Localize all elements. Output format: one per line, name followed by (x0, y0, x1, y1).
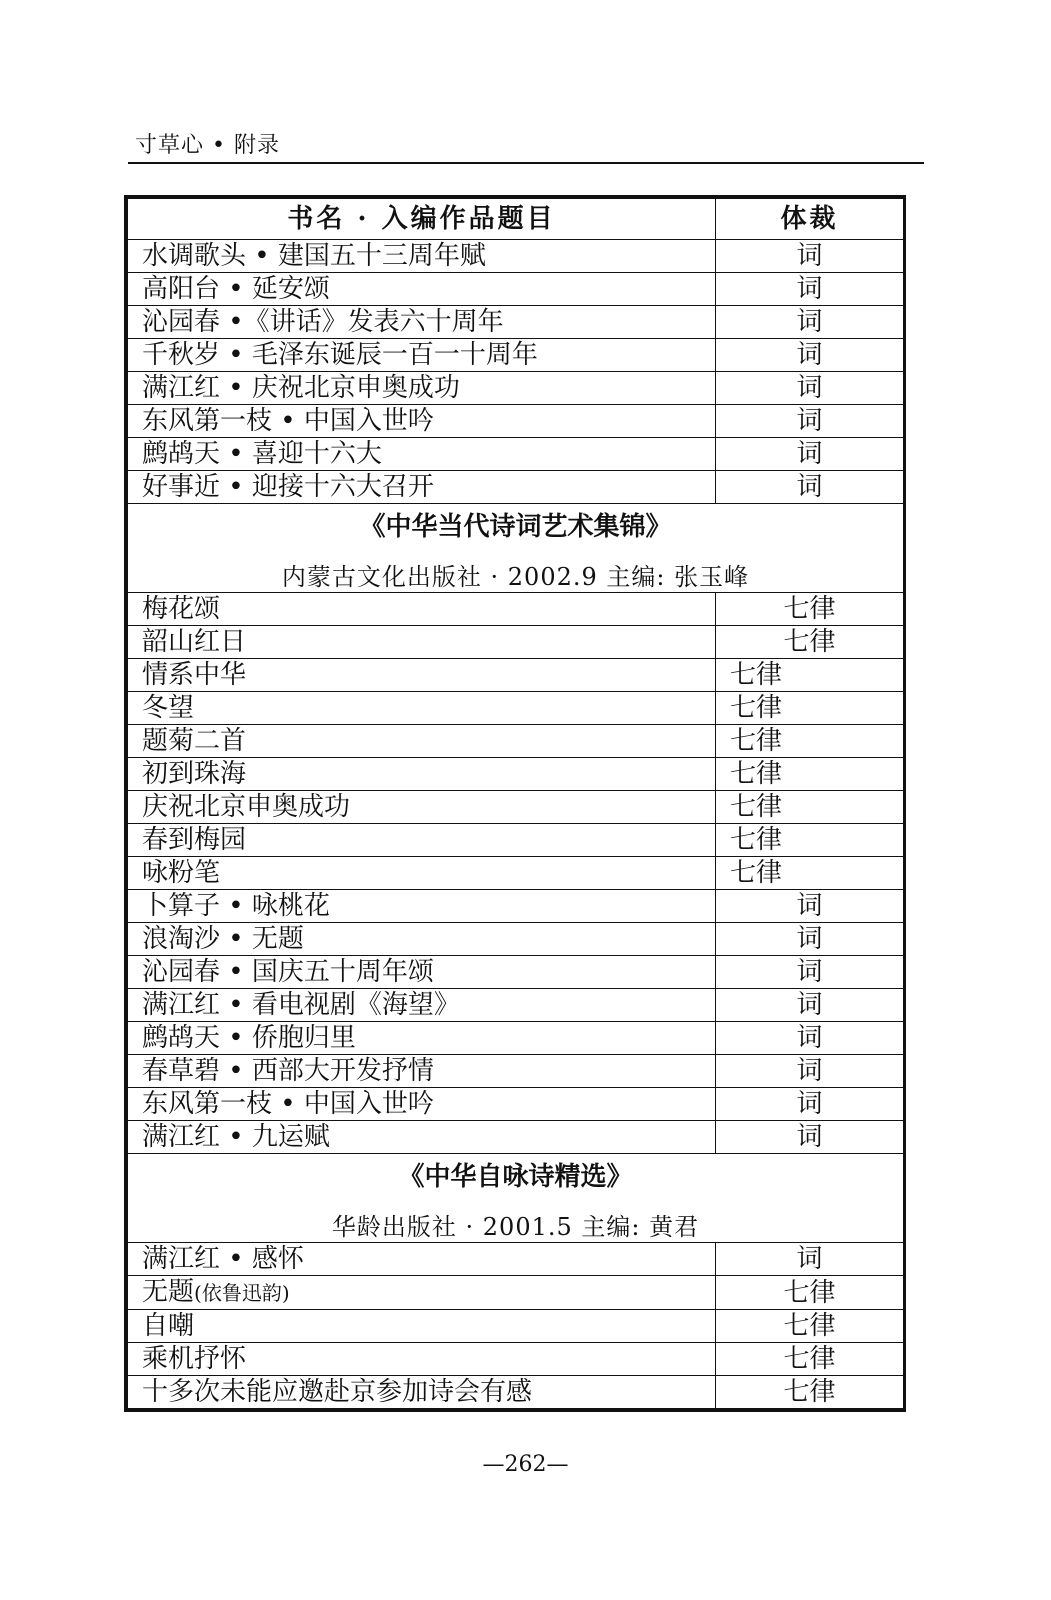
work-genre: 七律 (716, 857, 904, 890)
table-row (128, 1243, 904, 1276)
work-title: 题菊二首 (128, 725, 716, 758)
table-row (128, 1343, 904, 1376)
work-genre: 词 (716, 989, 904, 1022)
table-row (128, 989, 904, 1022)
book-title: 《中华自咏诗精选》 (398, 1162, 633, 1192)
work-genre: 七律 (716, 1276, 904, 1310)
work-title: 水调歌头 • 建国五十三周年赋 (128, 240, 716, 273)
work-title: 满江红 • 看电视剧《海望》 (128, 989, 716, 1022)
work-title: 咏粉笔 (128, 857, 716, 890)
work-genre: 词 (716, 890, 904, 923)
book-section (128, 504, 904, 593)
work-genre: 词 (716, 1121, 904, 1154)
work-genre: 七律 (716, 1376, 904, 1409)
work-genre: 七律 (716, 593, 904, 626)
work-genre: 词 (716, 1022, 904, 1055)
work-title: 浪淘沙 • 无题 (128, 923, 716, 956)
work-genre: 词 (716, 956, 904, 989)
work-title: 满江红 • 感怀 (128, 1243, 716, 1276)
section-row (128, 1154, 904, 1243)
work-genre: 词 (716, 923, 904, 956)
section-row (128, 504, 904, 593)
work-genre: 词 (716, 273, 904, 306)
work-title: 乘机抒怀 (128, 1343, 716, 1376)
table-row (128, 471, 904, 504)
table-row (128, 1088, 904, 1121)
table-row (128, 725, 904, 758)
work-title: 东风第一枝 • 中国入世吟 (128, 405, 716, 438)
work-title: 十多次未能应邀赴京参加诗会有感 (128, 1376, 716, 1409)
table-row (128, 438, 904, 471)
book-publisher-info: 华龄出版社 · 2001.5 主编: 黄君 (331, 1213, 700, 1241)
table-row (128, 240, 904, 273)
table-row (128, 1022, 904, 1055)
table-row (128, 1121, 904, 1154)
table-row (128, 1376, 904, 1409)
work-genre: 七律 (716, 692, 904, 725)
table-row (128, 593, 904, 626)
work-genre: 七律 (716, 824, 904, 857)
table-row (128, 1055, 904, 1088)
work-title: 东风第一枝 • 中国入世吟 (128, 1088, 716, 1121)
work-genre: 七律 (716, 791, 904, 824)
column-header-genre: 体裁 (716, 199, 904, 240)
work-title: 沁园春 •《讲话》发表六十周年 (128, 306, 716, 339)
work-title: 自嘲 (128, 1310, 716, 1343)
work-genre: 词 (716, 438, 904, 471)
book-publisher-info: 内蒙古文化出版社 · 2002.9 主编: 张玉峰 (281, 563, 750, 591)
work-title: 初到珠海 (128, 758, 716, 791)
work-title: 春草碧 • 西部大开发抒情 (128, 1055, 716, 1088)
table-row (128, 372, 904, 405)
table-row (128, 1310, 904, 1343)
work-genre: 词 (716, 240, 904, 273)
table-row (128, 659, 904, 692)
work-title: 好事近 • 迎接十六大召开 (128, 471, 716, 504)
work-title: 沁园春 • 国庆五十周年颂 (128, 956, 716, 989)
table-row (128, 339, 904, 372)
header-rule (128, 162, 924, 164)
book-title: 《中华当代诗词艺术集锦》 (359, 512, 672, 542)
work-genre: 词 (716, 372, 904, 405)
work-genre: 词 (716, 1243, 904, 1276)
works-table (124, 195, 906, 1412)
page-number: —262— (482, 1452, 569, 1477)
work-genre: 词 (716, 1055, 904, 1088)
work-title: 鹧鸪天 • 喜迎十六大 (128, 438, 716, 471)
table-row (128, 923, 904, 956)
work-title: 满江红 • 九运赋 (128, 1121, 716, 1154)
work-title: 冬望 (128, 692, 716, 725)
table-row (128, 692, 904, 725)
table-row (128, 405, 904, 438)
book-section (128, 1154, 904, 1243)
work-genre: 词 (716, 1088, 904, 1121)
work-genre: 七律 (716, 758, 904, 791)
work-genre: 词 (716, 339, 904, 372)
work-genre: 七律 (716, 725, 904, 758)
work-genre: 七律 (716, 1310, 904, 1343)
work-genre: 七律 (716, 626, 904, 659)
table-row (128, 890, 904, 923)
table-row (128, 857, 904, 890)
work-title-note: (依鲁迅韵) (194, 1281, 290, 1305)
work-title: 春到梅园 (128, 824, 716, 857)
work-genre: 词 (716, 405, 904, 438)
table-row (128, 273, 904, 306)
work-title (128, 1276, 716, 1310)
table-row (128, 758, 904, 791)
table-row (128, 306, 904, 339)
work-title: 韶山红日 (128, 626, 716, 659)
table-header-row (128, 199, 904, 240)
work-title: 卜算子 • 咏桃花 (128, 890, 716, 923)
work-genre: 词 (716, 471, 904, 504)
column-header-title: 书名 · 入编作品题目 (128, 199, 716, 240)
work-title: 千秋岁 • 毛泽东诞辰一百一十周年 (128, 339, 716, 372)
work-genre: 词 (716, 306, 904, 339)
table-row (128, 824, 904, 857)
work-genre: 七律 (716, 1343, 904, 1376)
work-genre: 七律 (716, 659, 904, 692)
work-title: 梅花颂 (128, 593, 716, 626)
work-title: 满江红 • 庆祝北京申奥成功 (128, 372, 716, 405)
table-row (128, 1276, 904, 1310)
table-row (128, 791, 904, 824)
work-title: 庆祝北京申奥成功 (128, 791, 716, 824)
running-head: 寸草心 • 附录 (135, 133, 280, 158)
work-title: 高阳台 • 延安颂 (128, 273, 716, 306)
work-title: 鹧鸪天 • 侨胞归里 (128, 1022, 716, 1055)
table-row (128, 956, 904, 989)
work-title: 情系中华 (128, 659, 716, 692)
work-title-main: 无题 (142, 1277, 195, 1307)
table-row (128, 626, 904, 659)
